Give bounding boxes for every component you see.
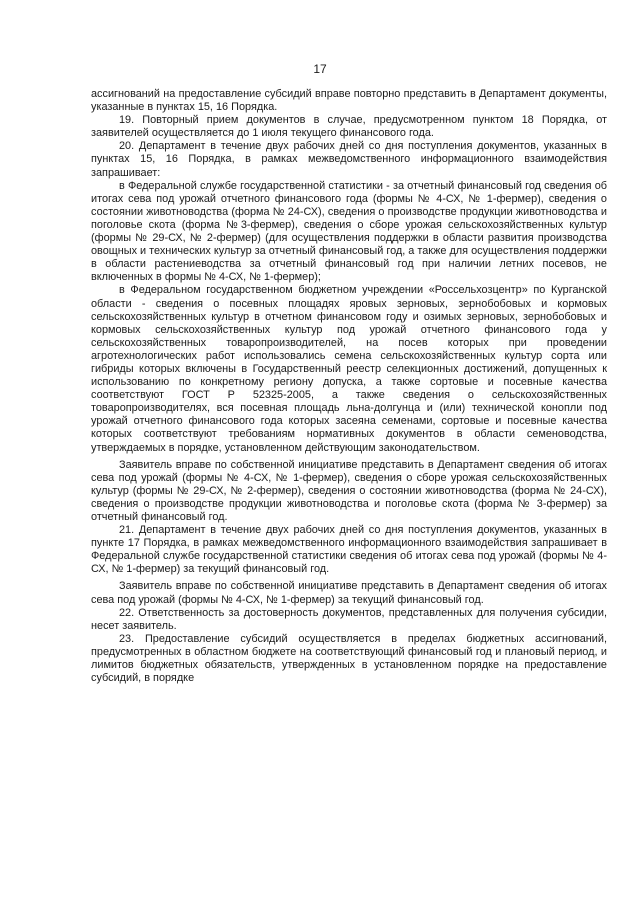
paragraph-continuation: ассигнований на предоставление субсидий вправе повторно представить в Департамент документы, указанные в пунктах 15, 16 Порядка. <box>91 88 607 114</box>
paragraph-clause-21: 21. Департамент в течение двух рабочих дней со дня поступления документов, указанных в пункте 17 Порядка, в рамках межведомственного информационного взаимодействия запрашивает в Федеральной службе государственной статистики сведения об итогах сева под урожай (формы № 4-СХ, № 1-фермер) за текущий финансовый год. <box>91 524 607 576</box>
paragraph-applicant-initiative-20: Заявитель вправе по собственной инициативе представить в Департамент сведения об итогах сева под урожай (формы № 4-СХ, № 1-фермер), сведения о сборе урожая сельскохозяйственных культур (формы № 29-СХ, № 2-фермер), сведения о состоянии животноводства (форма № 24-СХ), сведения о производстве продукции животноводства и поголовье скота (форма № 3-фермер) за отчетный финансовый год. <box>91 458 607 523</box>
paragraph-applicant-initiative-21: Заявитель вправе по собственной инициативе представить в Департамент сведения об итогах сева под урожай (формы № 4-СХ, № 1-фермер) за текущий финансовый год. <box>91 580 607 606</box>
paragraph-clause-19: 19. Повторный прием документов в случае, предусмотренном пунктом 18 Порядка, от заявителей осуществляется до 1 июля текущего финансового года. <box>91 114 607 140</box>
paragraph-rosstat-request: в Федеральной службе государственной статистики - за отчетный финансовый год сведения об итогах сева под урожай отчетного финансового года (формы № 4-СХ, № 1-фермер), сведения о состоянии животноводства (форма № 24-СХ), сведения о производстве продукции животноводства и поголовье скота (форма №3-фермер), сведения о сборе урожая сельскохозяйственных культур (формы № 29-СХ, № 2-фермер) (для осуществления поддержки в области развития производства овощных и технических культур за отчетный финансовый год, а также для осуществления поддержки в области растениеводства за отчетный финансовый год при наличии летних посевов, не включенных в формы № 4-СХ, № 1-фермер); <box>91 179 607 284</box>
page-number: 17 <box>313 62 327 76</box>
document-body <box>91 88 607 685</box>
paragraph-clause-23: 23. Предоставление субсидий осуществляется в пределах бюджетных ассигнований, предусмотренных в областном бюджете на соответствующий финансовый год и плановый период, и лимитов бюджетных обязательств, утвержденных в установленном порядке на предоставление субсидий, в порядке <box>91 632 607 685</box>
paragraph-clause-20: 20. Департамент в течение двух рабочих дней со дня поступления документов, указанных в пунктах 15, 16 Порядка, в рамках межведомственного информационного взаимодействия запрашивает: <box>91 140 607 179</box>
paragraph-rosselkhoztsentr-request: в Федеральном государственном бюджетном учреждении «Россельхозцентр» по Курганской области - сведения о посевных площадях яровых зерновых, зернобобовых и кормовых сельскохозяйственных культур в отчетном финансовом году и озимых зерновых, зернобобовых и кормовых сельскохозяйственных культур под урожай отчетного финансового года у сельскохозяйственных товаропроизводителей, на посев которых при проведении агротехнологических работ использовались семена сельскохозяйственных культур сорта или гибриды которых включены в Государственный реестр селекционных достижений, допущенных к использованию по конкретному региону допуска, а также сортовые и посевные качества соответствуют ГОСТ Р 52325-2005, а также сведения о сельскохозяйственных товаропроизводителях, вся посевная площадь льна-долгунца и (или) технической конопли под урожай отчетного финансового года которых засеяна семенами, сортовые и посевные качества которых соответствуют требованиям нормативных документов в области семеноводства, утверждаемых в порядке, установленном действующим законодательством. <box>91 284 607 454</box>
paragraph-clause-22: 22. Ответственность за достоверность документов, представленных для получения субсидии, несет заявитель. <box>91 606 607 632</box>
